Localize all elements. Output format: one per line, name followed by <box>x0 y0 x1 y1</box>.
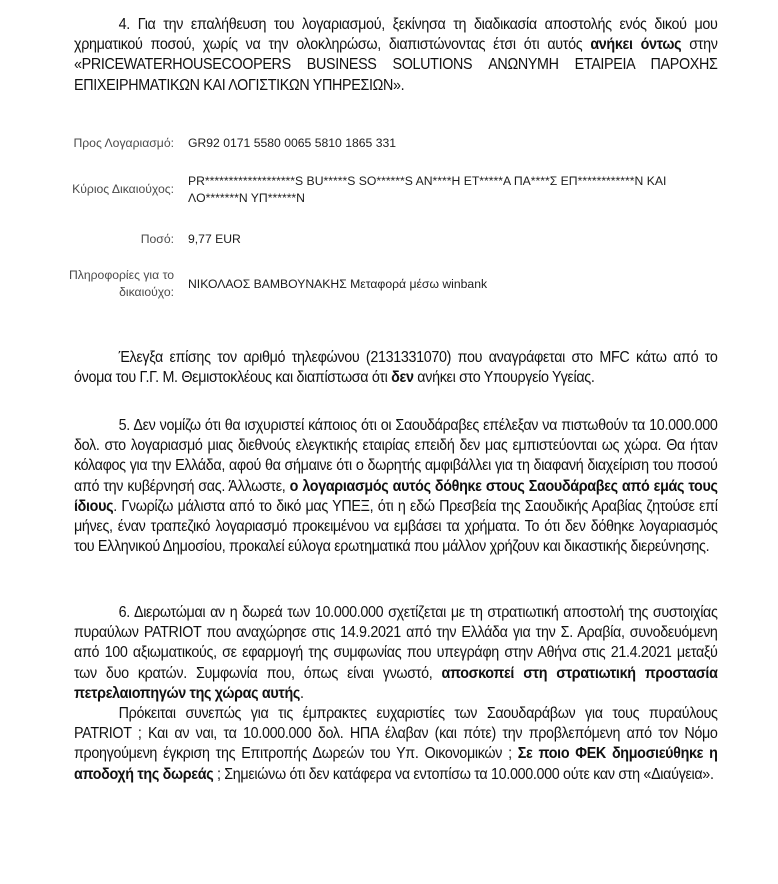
account-row <box>60 135 718 152</box>
paragraph-6-continued <box>74 704 718 785</box>
paragraph-6 <box>74 603 718 704</box>
paragraph-text: Δεν νομίζω ότι θα ισχυριστεί κάποιος ότι οι Σαουδάραβες επέλεξαν να πιστωθούν τα 10.000.000 δολ. στο λογαριασμό μιας διεθνούς ελεγκτικής εταιρίας επειδή δεν μας εμπιστεύονται ως χώρα. Θα ήταν κόλαφος για την Ελλάδα, αφού θα σήμαινε ότι ο δωρητής αμφιβάλλει για τη διαφανή διαχείριση του ποσού από την κυβέρνησή σας. Άλλωστε, <box>74 417 718 495</box>
beneficiary-info-label-line-2: δικαιούχο: <box>119 285 174 299</box>
paragraph-number: 6. <box>118 604 130 621</box>
paragraph-text: Διερωτώμαι αν η δωρεά των 10.000.000 σχετίζεται με τη στρατιωτική αποστολή της συστοιχίας πυραύλων PATRIOT που αναχώρησε στις 14.9.2021 από την Ελλάδα για την Σ. Αραβία, συνοδευόμενη από 100 αξιωματικούς, σε εφαρμογή της συμφωνίας που υπεγράφη στην Αθήνα στις 21.4.2021 μεταξύ των δυο κρατών. Συμφωνία που, όπως είναι γνωστό, <box>74 604 718 682</box>
amount-value: 9,77 EUR <box>188 232 241 246</box>
emphasis-text: δεν <box>391 369 414 387</box>
paragraph-4 <box>74 15 718 96</box>
paragraph-5 <box>74 416 718 557</box>
account-label: Προς Λογαριασμό: <box>73 136 174 150</box>
owner-row <box>60 173 708 207</box>
paragraph-number: 4. <box>118 16 130 33</box>
emphasis-text: ο λογαριασμός αυτός δόθηκε στους Σαουδάραβες από εμάς τους ίδιους <box>74 477 718 515</box>
owner-value: PR*******************S BU*****S SO******S AN****H ET*****A ΠA****Σ EΠ************N KAI ΛO*******N YΠ******N <box>188 174 667 205</box>
paragraph-text: . <box>299 684 304 702</box>
paragraph-number: 5. <box>118 417 130 434</box>
emphasis-text: Σε ποιο ΦΕΚ δημοσιεύθηκε η αποδοχή της δωρεάς <box>74 745 718 783</box>
account-value: GR92 0171 5580 0065 5810 1865 331 <box>188 136 397 150</box>
beneficiary-info-row <box>60 267 718 301</box>
beneficiary-info-label <box>60 267 188 301</box>
amount-row <box>60 231 718 248</box>
beneficiary-info-value: ΝΙΚΟΛΑΟΣ ΒΑΜΒΟΥΝΑΚΗΣ Μεταφορά μέσω winbank <box>188 277 488 291</box>
beneficiary-info-label-line-1: Πληροφορίες για το <box>68 268 174 282</box>
paragraph-text: Έλεγξα επίσης τον αριθμό τηλεφώνου (2131331070) που αναγράφεται στο MFC κάτω από το όνομα του Γ.Γ. Μ. Θεμιστοκλέους και διαπίστωσα ότι <box>74 349 718 387</box>
emphasis-text: αποσκοπεί στη στρατιωτική προστασία πετρελαιοπηγών της χώρας αυτής <box>74 664 718 702</box>
paragraph-text: στην «PRICEWATERHOUSECOOPERS BUSINESS SOLUTIONS ΑΝΩΝΥΜΗ ΕΤΑΙΡΕΙΑ ΠΑΡΟΧΗΣ ΕΠΙΧΕΙΡΗΜΑΤΙΚΩΝ ΚΑΙ ΛΟΓΙΣΤΙΚΩΝ ΥΠΗΡΕΣΙΩΝ». <box>74 36 718 94</box>
paragraph-text: Για την επαλήθευση του λογαριασμού, ξεκίνησα τη διαδικασία αποστολής ενός δικού μου χρηματικού ποσού, χωρίς να την ολοκληρώσω, διαπιστώνοντας έτσι ότι αυτός <box>74 16 718 54</box>
paragraph-text: . Γνωρίζω μάλιστα από το δικό μας ΥΠΕΞ, ότι η εδώ Πρεσβεία της Σαουδικής Αραβίας ζητούσε επί μήνες, έναν τραπεζικό λογαριασμό προκειμένου να εμβάσει τα χρήματα. Το ότι δεν δόθηκε λογαριασμός του Ελληνικού Δημοσίου, προκαλεί εύλογα ερωτηματικά που μάλλον χρήζουν και δικαστικής διερεύνησης. <box>74 497 718 556</box>
paragraph-text: ; Σημειώνω ότι δεν κατάφερα να εντοπίσω τα 10.000.000 ούτε καν στη «Διαύγεια». <box>213 765 714 783</box>
paragraph-6-block <box>74 603 718 785</box>
paragraph-text: Πρόκειται συνεπώς για τις έμπρακτες ευχαριστίες των Σαουδαράβων για τους πυραύλους PATRIOT ; Και αν ναι, τα 10.000.000 δολ. ΗΠΑ έλαβαν (και πότε) την προβλεπόμενη από τον Νόμο προηγούμενη έγκριση της Επιτροπής Δωρεών του Υπ. Οικονομικών ; <box>74 705 718 763</box>
paragraph-4-continued <box>74 348 718 388</box>
paragraph-text: ανήκει στο Υπουργείο Υγείας. <box>413 369 595 387</box>
owner-label: Κύριος Δικαιούχος: <box>72 182 174 196</box>
amount-label: Ποσό: <box>140 232 174 246</box>
emphasis-text: ανήκει όντως <box>590 36 682 54</box>
